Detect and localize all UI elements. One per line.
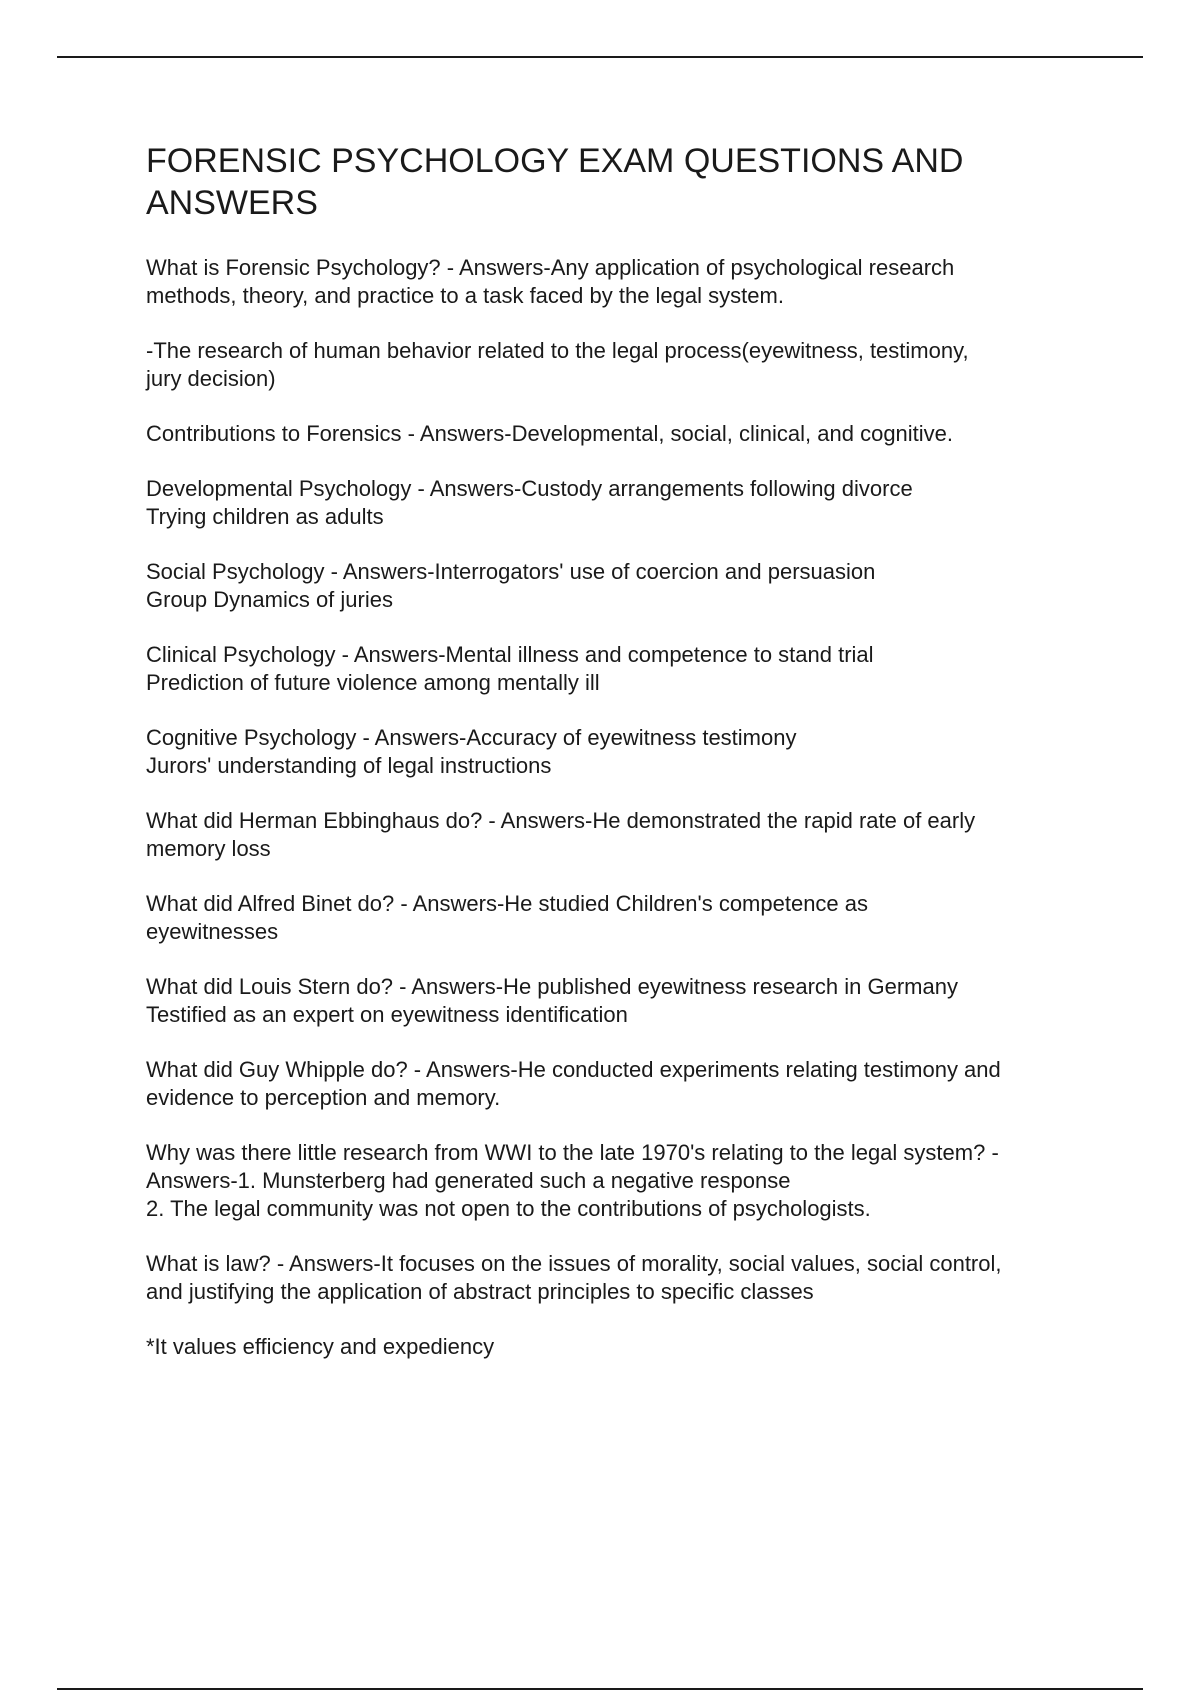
qa-entry-law: What is law? - Answers-It focuses on the issues of morality, social values, social control, and justifying the application of abstract principles to specific classes	[146, 1251, 1002, 1304]
qa-entry-stern: What did Louis Stern do? - Answers-He published eyewitness research in Germany Testified as an expert on eyewitness identification	[146, 974, 958, 1027]
document-body	[146, 140, 1106, 1388]
bottom-divider	[57, 1688, 1143, 1690]
qa-entry-law-note: *It values efficiency and expediency	[146, 1334, 495, 1359]
qa-entry-wwi-research: Why was there little research from WWI to the late 1970's relating to the legal system? - Answers-1. Munsterberg had generated such a negative response 2. The legal community was not open to the contributions of psychologists.	[146, 1140, 999, 1221]
qa-entry-clinical: Clinical Psychology - Answers-Mental illness and competence to stand trial Prediction of future violence among mentally ill	[146, 642, 874, 695]
qa-entry-binet: What did Alfred Binet do? - Answers-He studied Children's competence as eyewitnesses	[146, 891, 869, 944]
qa-entry-cognitive: Cognitive Psychology - Answers-Accuracy of eyewitness testimony Jurors' understanding of legal instructions	[146, 725, 797, 778]
qa-entry-developmental: Developmental Psychology - Answers-Custody arrangements following divorce Trying children as adults	[146, 476, 913, 529]
qa-entry-social: Social Psychology - Answers-Interrogators' use of coercion and persuasion Group Dynamics of juries	[146, 559, 876, 612]
qa-entry-research-note: -The research of human behavior related to the legal process(eyewitness, testimony, jury decision)	[146, 338, 969, 391]
top-divider	[57, 56, 1143, 58]
qa-entry-ebbinghaus: What did Herman Ebbinghaus do? - Answers-He demonstrated the rapid rate of early memory loss	[146, 808, 976, 861]
qa-entry-forensic-psychology: What is Forensic Psychology? - Answers-Any application of psychological research methods, theory, and practice to a task faced by the legal system.	[146, 255, 955, 308]
qa-entry-whipple: What did Guy Whipple do? - Answers-He conducted experiments relating testimony and evidence to perception and memory.	[146, 1057, 1001, 1110]
document-title: FORENSIC PSYCHOLOGY EXAM QUESTIONS AND ANSWERS	[146, 142, 964, 222]
qa-entry-contributions: Contributions to Forensics - Answers-Developmental, social, clinical, and cognitive.	[146, 421, 954, 446]
